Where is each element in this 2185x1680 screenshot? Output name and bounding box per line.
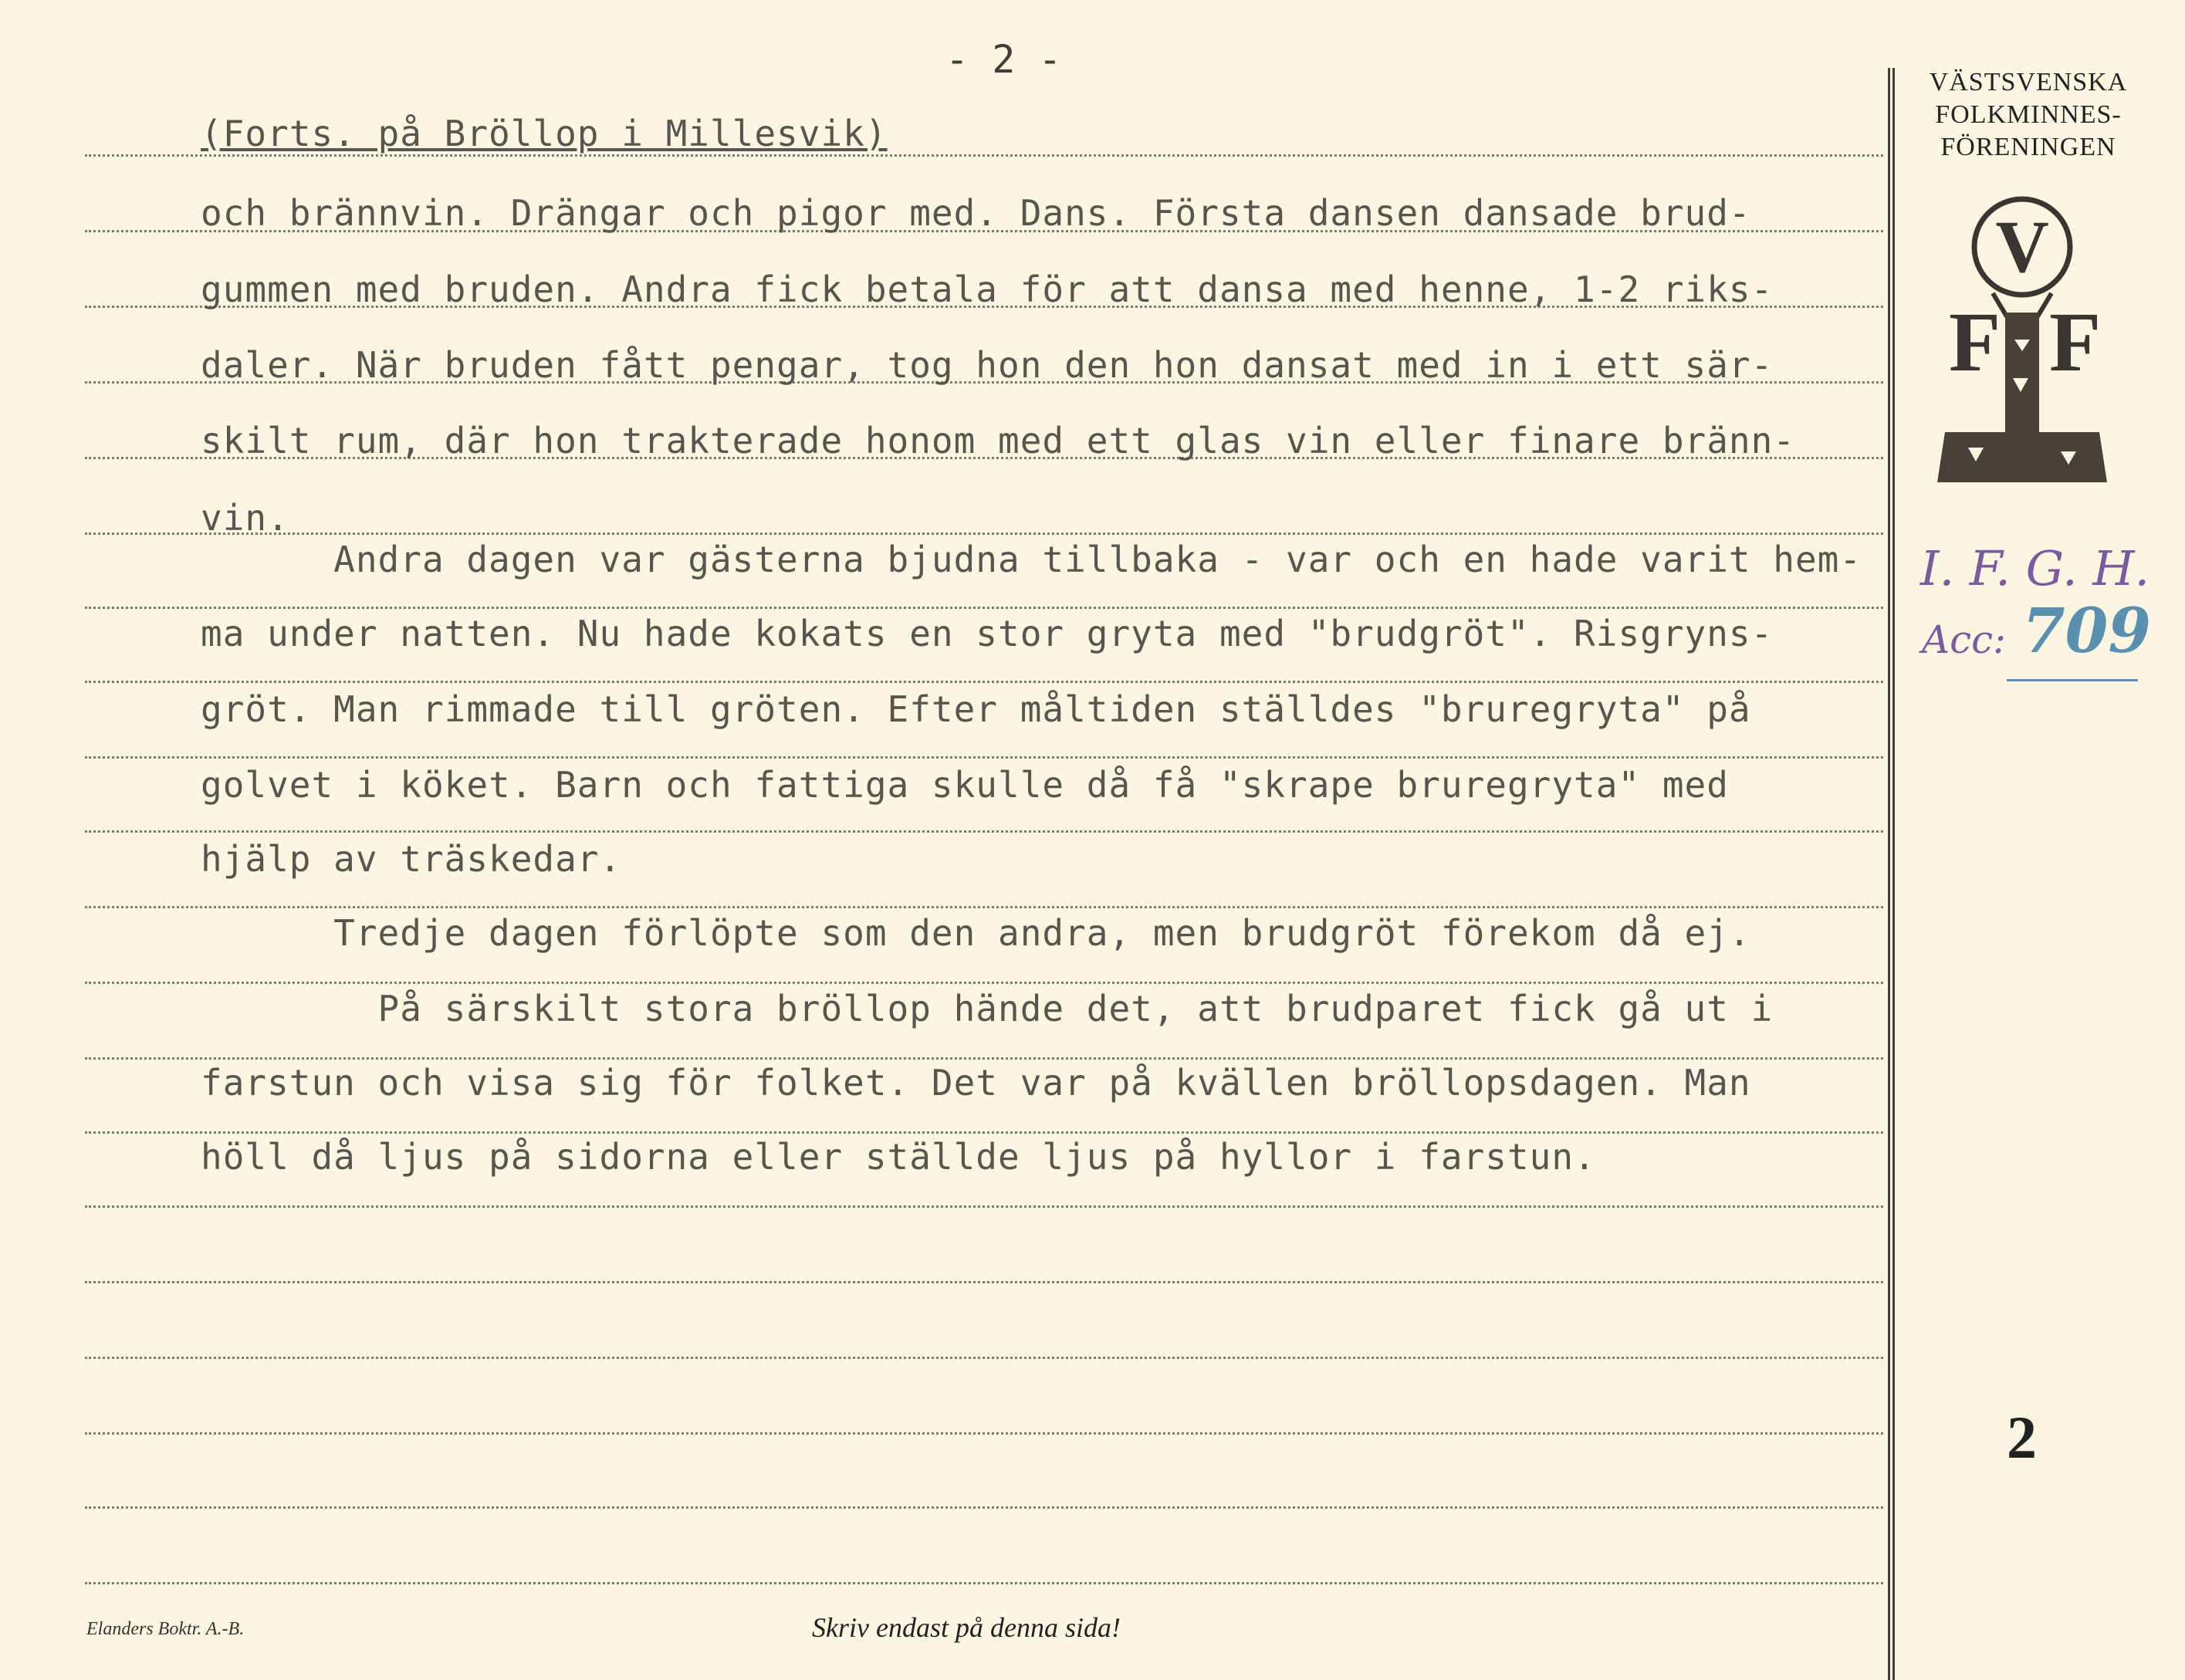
ruled-line — [85, 1057, 1883, 1060]
ruled-line — [85, 154, 1883, 157]
text-line: och brännvin. Drängar och pigor med. Dans. Första dansen dansade brud- — [201, 192, 1751, 234]
ruled-line — [85, 1432, 1883, 1435]
ruled-line — [85, 1281, 1883, 1283]
ruled-line — [85, 756, 1883, 759]
text-line: skilt rum, där hon trakterade honom med ett glas vin eller finare bränn- — [201, 420, 1795, 461]
text-line: höll då ljus på sidorna eller ställde ljus på hyllor i farstun. — [201, 1136, 1596, 1178]
page-number: - 2 - — [945, 37, 1062, 82]
logo-letter-f-right: F — [2049, 295, 2102, 389]
accession-number: 709 — [2022, 594, 2151, 667]
ruled-line — [85, 982, 1883, 984]
margin-line — [1892, 68, 1895, 1680]
footer-instruction: Skriv endast på denna sida! — [812, 1612, 1121, 1643]
text-line: Andra dagen var gästerna bjudna tillbaka - var och en hade varit hem- — [201, 539, 1862, 580]
margin-line — [1888, 68, 1890, 1680]
typed-text-area — [85, 0, 1883, 1680]
text-line: hjälp av träskedar. — [201, 838, 622, 880]
logo-letter-v: V — [1995, 205, 2049, 288]
ruled-line — [85, 532, 1883, 535]
text-line: daler. När bruden fått pengar, tog hon den hon dansat med in i ett sär- — [201, 344, 1774, 386]
ruled-line — [85, 906, 1883, 908]
org-name-line: VÄSTSVENSKA — [1929, 68, 2128, 96]
org-name-line: FÖRENINGEN — [1940, 133, 2116, 161]
text-line: gröt. Man rimmade till gröten. Efter måltiden ställdes "bruregryta" på — [201, 688, 1751, 730]
vff-logo — [1906, 185, 2138, 494]
text-line: ma under natten. Nu hade kokats en stor gryta med "brudgröt". Risgryns- — [201, 613, 1774, 654]
text-line: golvet i köket. Barn och fattiga skulle då få "skrape bruregryta" med — [201, 764, 1729, 806]
ruled-line — [85, 1357, 1883, 1359]
ruled-line — [85, 1506, 1883, 1509]
org-name-line: FOLKMINNES- — [1935, 100, 2122, 129]
text-line: vin. — [201, 497, 289, 539]
ruled-line — [85, 681, 1883, 683]
ruled-line — [85, 1582, 1883, 1584]
ruled-line — [85, 1131, 1883, 1134]
ruled-line — [85, 830, 1883, 833]
ruled-line — [85, 607, 1883, 609]
archive-mark: I. F. G. H. — [1920, 540, 2150, 597]
text-line: gummen med bruden. Andra fick betala för att dansa med henne, 1-2 riks- — [201, 269, 1774, 310]
text-line: Tredje dagen förlöpte som den andra, men brudgröt förekom då ej. — [201, 912, 1751, 954]
accession-label: Acc: — [1922, 617, 2006, 662]
logo-letter-f-left: F — [1949, 295, 2001, 389]
ruled-line — [85, 1205, 1883, 1208]
text-line: farstun och visa sig för folket. Det var på kvällen bröllopsdagen. Man — [201, 1062, 1751, 1104]
side-number: 2 — [2007, 1404, 2037, 1471]
text-line: På särskilt stora bröllop hände det, att brudparet fick gå ut i — [201, 988, 1774, 1029]
section-heading: (Forts. på Bröllop i Millesvik) — [201, 113, 888, 154]
accession-underline — [2007, 679, 2138, 681]
printer-credit: Elanders Boktr. A.-B. — [86, 1619, 245, 1639]
